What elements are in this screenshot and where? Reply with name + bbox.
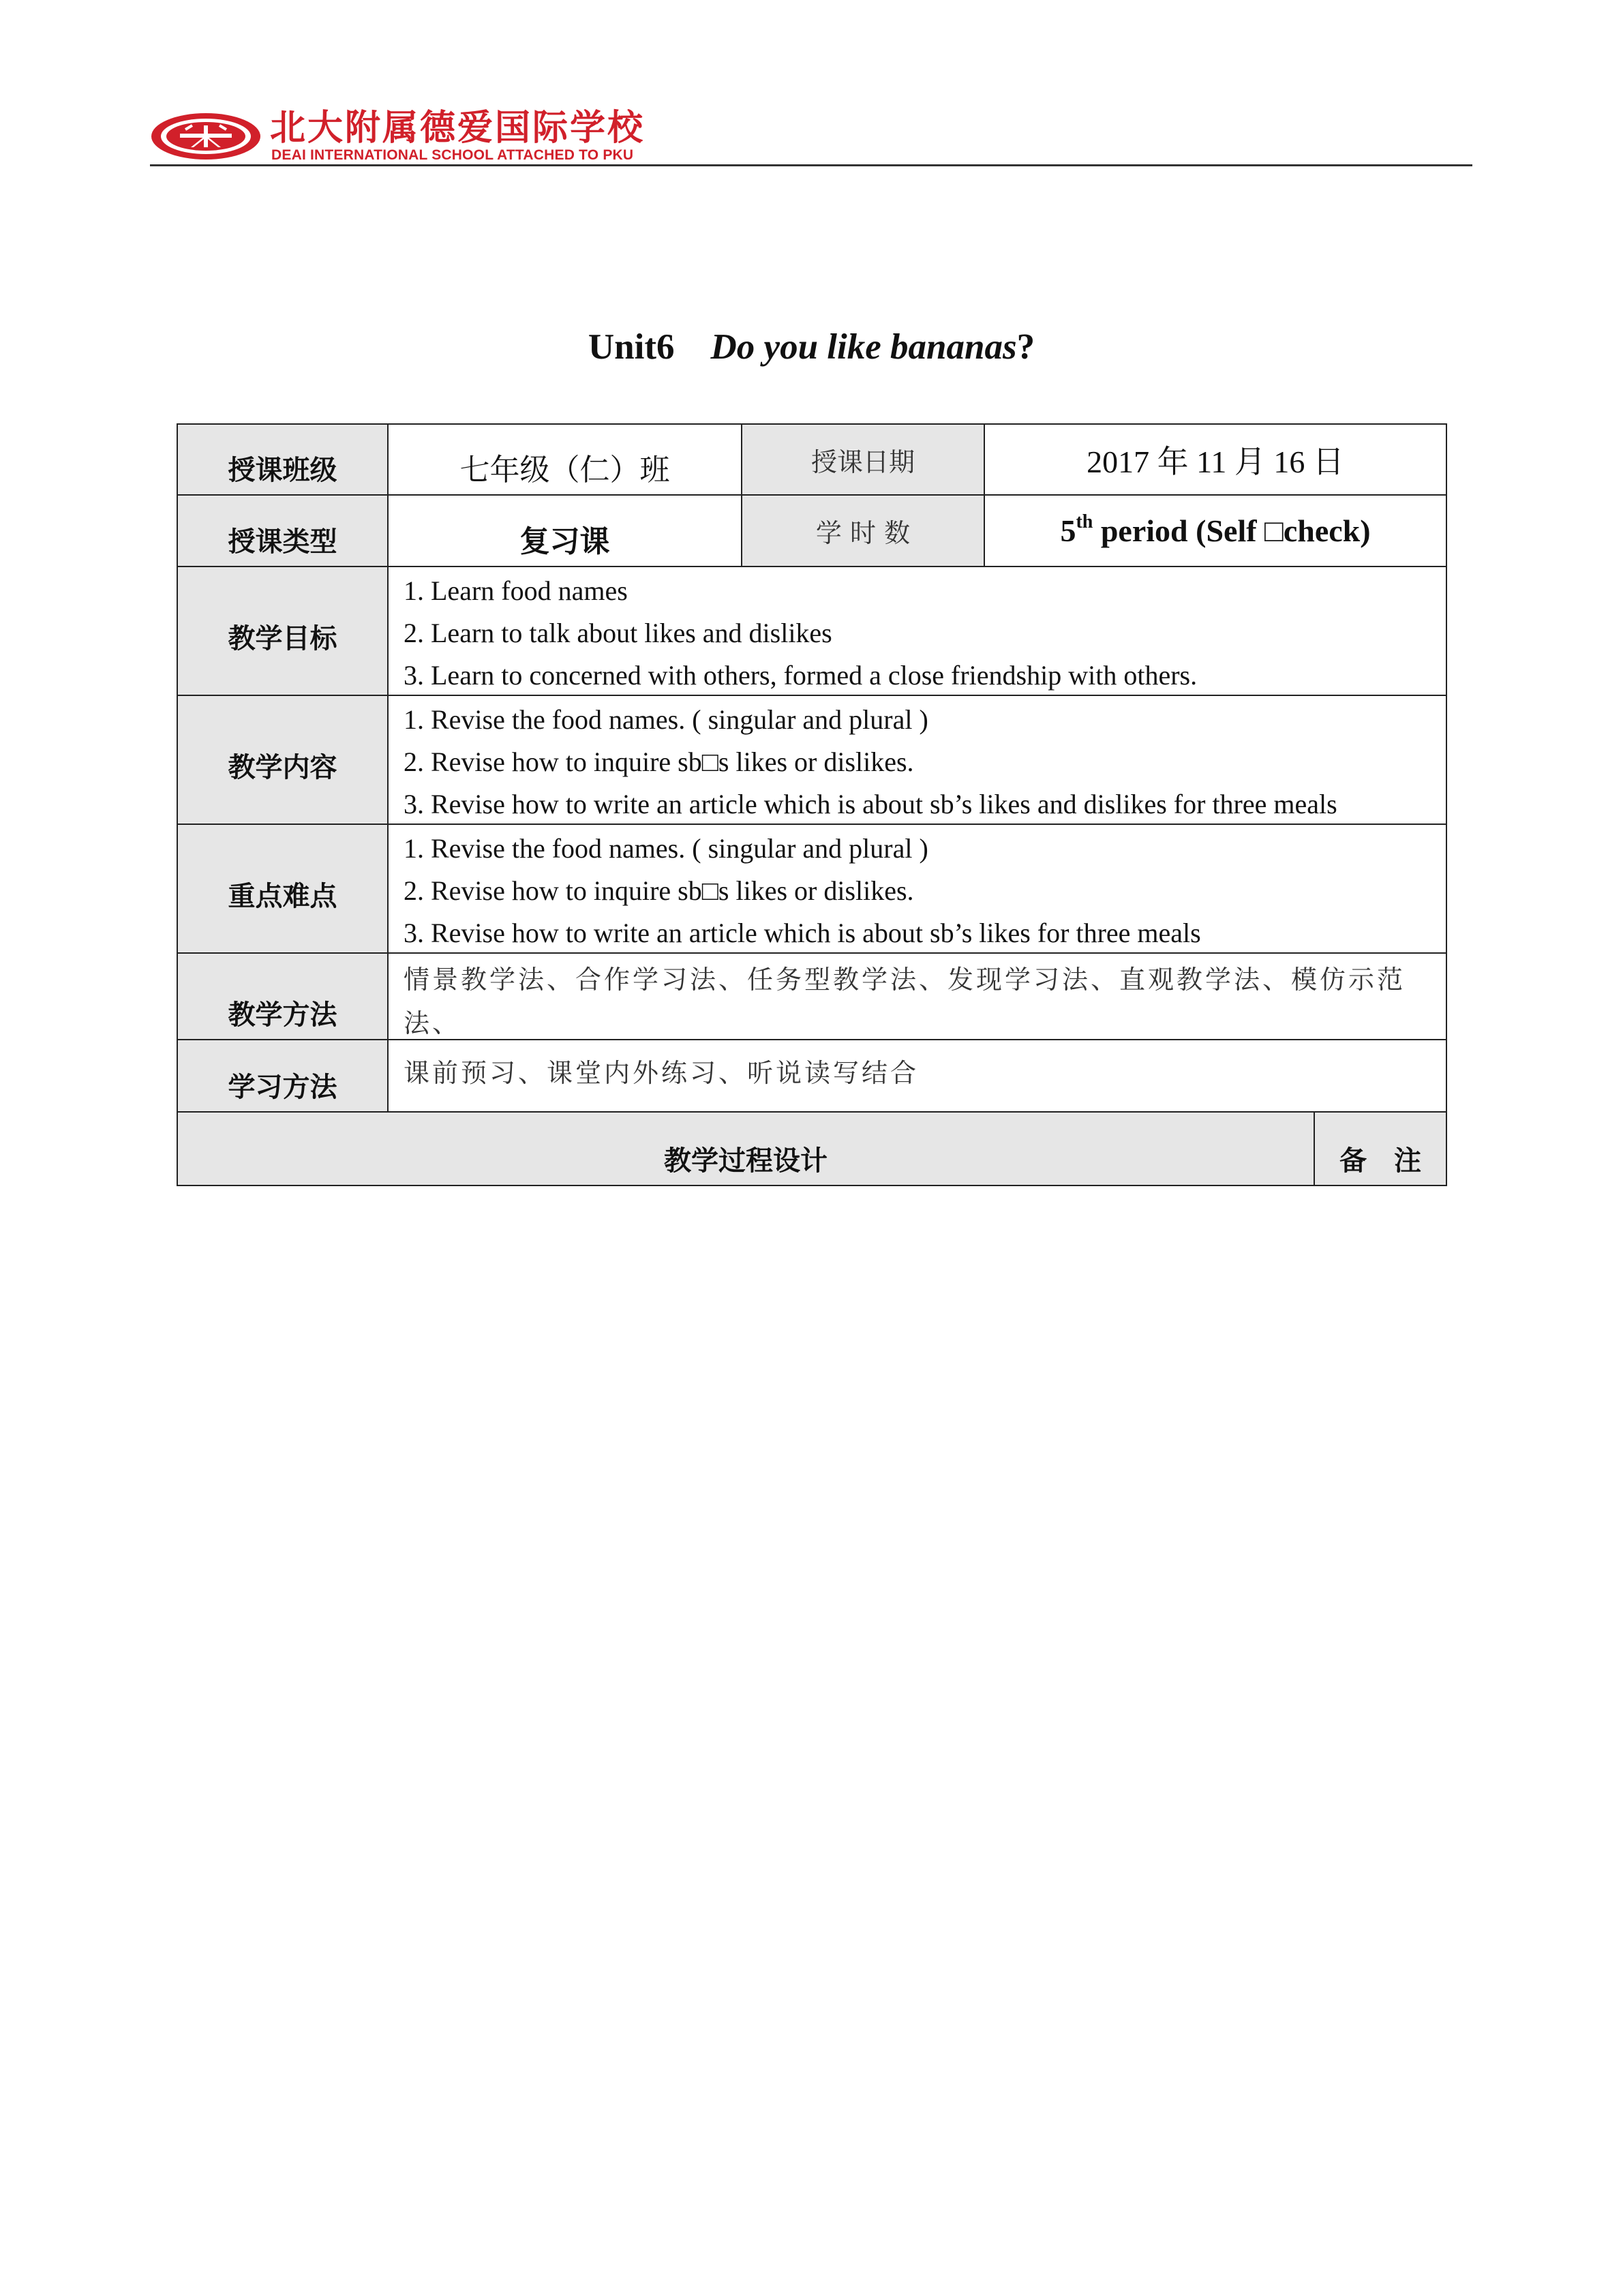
- date-value-cell: [984, 423, 1447, 496]
- school-name-cn: 北大附属德爱国际学校: [270, 108, 646, 149]
- period-text: period (Self □check): [1093, 513, 1371, 548]
- study-label-cell: [177, 1039, 389, 1113]
- content-item: 1. Revise the food names. ( singular and plural ): [404, 704, 928, 735]
- key-label: 重点难点: [228, 881, 337, 912]
- type-label-cell: [177, 494, 389, 567]
- hours-label: 学 时 数: [815, 518, 911, 548]
- content-cell: [387, 695, 1447, 825]
- class-label: 授课班级: [228, 455, 337, 486]
- process-label: 教学过程设计: [664, 1145, 828, 1177]
- notes-label: 备 注: [1339, 1145, 1421, 1177]
- period-number: 5: [1060, 513, 1076, 548]
- lesson-plan-table: [177, 423, 1447, 1186]
- key-point-item: 1. Revise the food names. ( singular and plural ): [404, 833, 928, 864]
- notes-label-cell: [1314, 1111, 1447, 1186]
- goals-label: 教学目标: [228, 623, 337, 654]
- goals-cell: [387, 566, 1447, 696]
- school-name-en: DEAI INTERNATIONAL SCHOOL ATTACHED TO PKU: [271, 147, 634, 163]
- content-item: 2. Revise how to inquire sb□s likes or dislikes.: [404, 746, 914, 777]
- period-suffix: th: [1076, 511, 1093, 532]
- hours-label-cell: [741, 494, 985, 567]
- method-cell: [387, 952, 1447, 1040]
- key-points-cell: [387, 824, 1447, 954]
- method-label-cell: [177, 952, 389, 1040]
- content-label: 教学内容: [228, 752, 337, 783]
- method-value: 情景教学法、合作学习法、任务型教学法、发现学习法、直观教学法、模仿示范法、: [404, 965, 1406, 1038]
- study-cell: [387, 1039, 1447, 1113]
- header-divider: [150, 164, 1472, 166]
- class-value-cell: [387, 423, 742, 496]
- content-label-cell: [177, 695, 389, 825]
- school-seal-icon: [150, 112, 262, 161]
- date-label: 授课日期: [810, 447, 915, 477]
- class-label-cell: [177, 423, 389, 496]
- letterhead: [150, 109, 832, 164]
- goal-item: 1. Learn food names: [404, 575, 628, 606]
- page-title: [0, 323, 1623, 371]
- goal-item: 2. Learn to talk about likes and dislikes: [404, 618, 832, 648]
- title-question-mark: ?: [1016, 327, 1035, 367]
- date-label-cell: [741, 423, 985, 496]
- key-point-item: 2. Revise how to inquire sb□s likes or dislikes.: [404, 875, 914, 906]
- title-unit: Unit6: [588, 327, 675, 367]
- title-question: Do you like bananas: [710, 327, 1017, 367]
- type-label: 授课类型: [228, 526, 337, 558]
- period-value: [1060, 513, 1370, 549]
- goals-label-cell: [177, 566, 389, 696]
- process-label-cell: [177, 1111, 1315, 1186]
- type-value-cell: [387, 494, 742, 567]
- goal-item: 3. Learn to concerned with others, formed a close friendship with others.: [404, 660, 1198, 691]
- date-value: 2017 年 11 月 16 日: [1087, 444, 1344, 479]
- study-label: 学习方法: [228, 1072, 337, 1103]
- type-value: 复习课: [519, 524, 610, 559]
- period-value-cell: [984, 494, 1447, 567]
- content-item: 3. Revise how to write an article which is about sb’s likes and dislikes for three meals: [404, 789, 1337, 819]
- class-value: 七年级（仁）班: [459, 453, 670, 487]
- method-label: 教学方法: [228, 999, 337, 1031]
- key-label-cell: [177, 824, 389, 954]
- key-point-item: 3. Revise how to write an article which is about sb’s likes for three meals: [404, 918, 1201, 948]
- study-value: 课前预习、课堂内外练习、听说读写结合: [404, 1058, 920, 1088]
